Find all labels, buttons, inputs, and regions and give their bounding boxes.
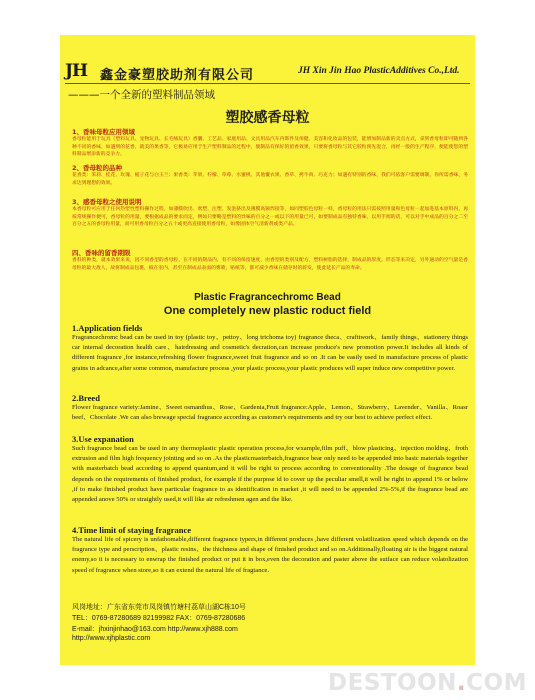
header-divider [65,83,470,84]
contact-email: E-mail：jhxinjinhao@163.com http://www.xjh888.com [72,626,238,633]
section-heading-cn-4: 四、香味的留香期限 [72,249,131,257]
section-text-en-4: The natural life of spicery is unfathomable,different fragrance typers,in different produces ,have different volatilization speed which depends on the fragrance type and perscription、plastic resins、the thichness and shape of finished product and so on.Additionally,floating air is the biggest natural enemy,so it is necessary to enwrap the finished product or put it in box,even the decoration and paster above the sutface can reduce volatolization speed of fragrance when store,so it can extend the natural life of fragtance. [72,536,468,574]
watermark-tail: COM [466,670,527,696]
section-heading-en-2: 2.Breed [72,393,100,403]
section-heading-en-4: 4.Time limit of staying fragrance [72,525,192,535]
page-title-en-line1: Plastic Fragrancechromc Bead [194,292,341,303]
section-heading-en-1: 1.Application fields [72,323,143,333]
company-header [60,61,475,83]
watermark-dot: . [456,670,467,696]
section-text-en-3: Such fragrance bead can be used in any thermoplastic plastic operation process,for wxample,film puff、blow plasticing、injection molding、froth extrusion and film high frequency jointing and so on .As the plasticmasterbatch,fragrance bear only need to be appended into basic materials together with masterbatch bead according to append quantum,and it will be right to process according to conventionality .The dosage of fragrance bead depends on the requirements of finished product, for example if the purpose id to cover up the peculiar smell,it woll be right to append 1% or below ,if to make finished product have particular fragrance to as identification in market ,it will need to be appended 2%-5%,if the fragrance bead are appended anove 50% or straightly used,it will like air refreshmen agen and the like. [72,445,468,504]
site-watermark [328,670,527,696]
company-name-cn: 鑫金豪塑胶助剂有限公司 [100,68,255,83]
company-logo: JH [65,61,88,81]
section-heading-en-3: 3.Use expanation [72,434,134,444]
section-heading-cn-2: 2、香母粒的品种 [72,164,123,172]
contact-address: 风岗地址：广东省东莞市凤岗镇竹塘村荔草山湖C栋10号 [72,604,246,611]
contact-phone: TEL：0769-87280689 82199982 FAX：0769-87280686 [72,615,246,622]
section-text-cn-3: 本香母粒可应用于任何热塑性塑料操作过程，如薄膜吹出、吹塑、注塑、发泡挤出及薄膜高频焊接等，如同塑胶色母粒一样，香母粒的用法只需按照用量和色母粒一起加进基本原料内，再按常规操作便可，香母粒的用量，要根据成品的要求而定，例如只要略是塑料的异味的百分之一或以下的用量已可，如要制成品有独特香味，以用手闻的话，可以对手中成品的百分之二至百分之五的香母粒用量，而可用香母粒百分之五十或更高直接使用香母粒，如像固体空气清新剂或类产品。 [72,207,468,228]
contact-website: http://www.xjhplastic.com [72,635,151,642]
brochure-sheet [60,35,475,665]
section-text-cn-2: 花香类：茉莉、桂花、玫瑰、栀子花与白玉兰；果香类：苹果、柠檬、草莓、水蜜桃、其他覆衣果、香草、拷牛肉、巧克力；如遇有特别的香味，我们可依客户需要调制，你所需香味，务求达到理想的效果。 [72,173,468,186]
page-title-en-line2: One completely new plastic roduct field [163,305,372,317]
section-heading-cn-1: 1、香味母粒应用领域 [72,128,136,136]
section-heading-cn-3: 3、感香母粒之使用说明 [72,198,142,206]
section-text-en-2: Flower fragrance variety:Jamine、Sweet osmanthus、Rose、Gardenia,Fruit fragrance:Apple、Lemon、Strawberry、Lavender、Vanilla、Roasr beef、Chocolate .We can also brewage special fragrance according as customer's requirements and try our best to achieve perfect effect. [72,404,468,422]
company-name-en: JH Xin Jin Hao PlasticAdditives Co.,Ltd. [298,66,460,76]
section-text-cn-1: 香母粒能用于玩具（塑料玩具、宠物玩具、长毛绒玩具）香囊、工艺品、家庭用品、文具用品汽车内饰件及保健、美容和化妆品的包装，能增加制品新的卖点方式，拿到香母粒即可随到各种不同的香味，如遇到的花香，就美的果香等，它极易应用于生产塑料制品的过程中，使制品有保好的留香效果，只要将香母粒与其它胶粒预先混合，再经一般的生产程序，便能使您的塑料制品增添新的竞争力。 [72,137,468,158]
watermark-main: DESTOON [328,670,457,696]
slogan: ———一个全新的塑料制品领域 [68,89,215,101]
section-text-en-1: Fragrancechromc bead can be used in toy (plastic toy、pettoy、long trichoma toy) fragrance theca、crafttwork、family things、stationery things car internal decoration health care、hairdressing and cosmetic's decration,can increase produce's new promotion power.It includes all kinds of different fragrance ,for instance,refreshing flower fragrance,sweet fruit fragrance and so on .It can be easily used in manufacture process of plastic grains in adcance,after some common, manufacture process ,your plastic process,your plastic produces will super induce new competitive power. [72,334,468,372]
section-text-cn-4: 香料的种类，就本效果来说，因不同香型的香母粒，在不同的制品内，有不同的保留速度，由香型的类别及配方，塑料树脂的选择，制成品的厚度，形态等来决定，另外通动的空气量是香母粒的最大敌人，故将制成品包裹，披在室内，甚至在制成品表面的雾喷，贴纸等，都可减少香味在储存时的蒋发，使此延长产品的寿命。 [72,258,468,271]
page-title-cn: 塑胶感香母粒 [225,110,310,126]
